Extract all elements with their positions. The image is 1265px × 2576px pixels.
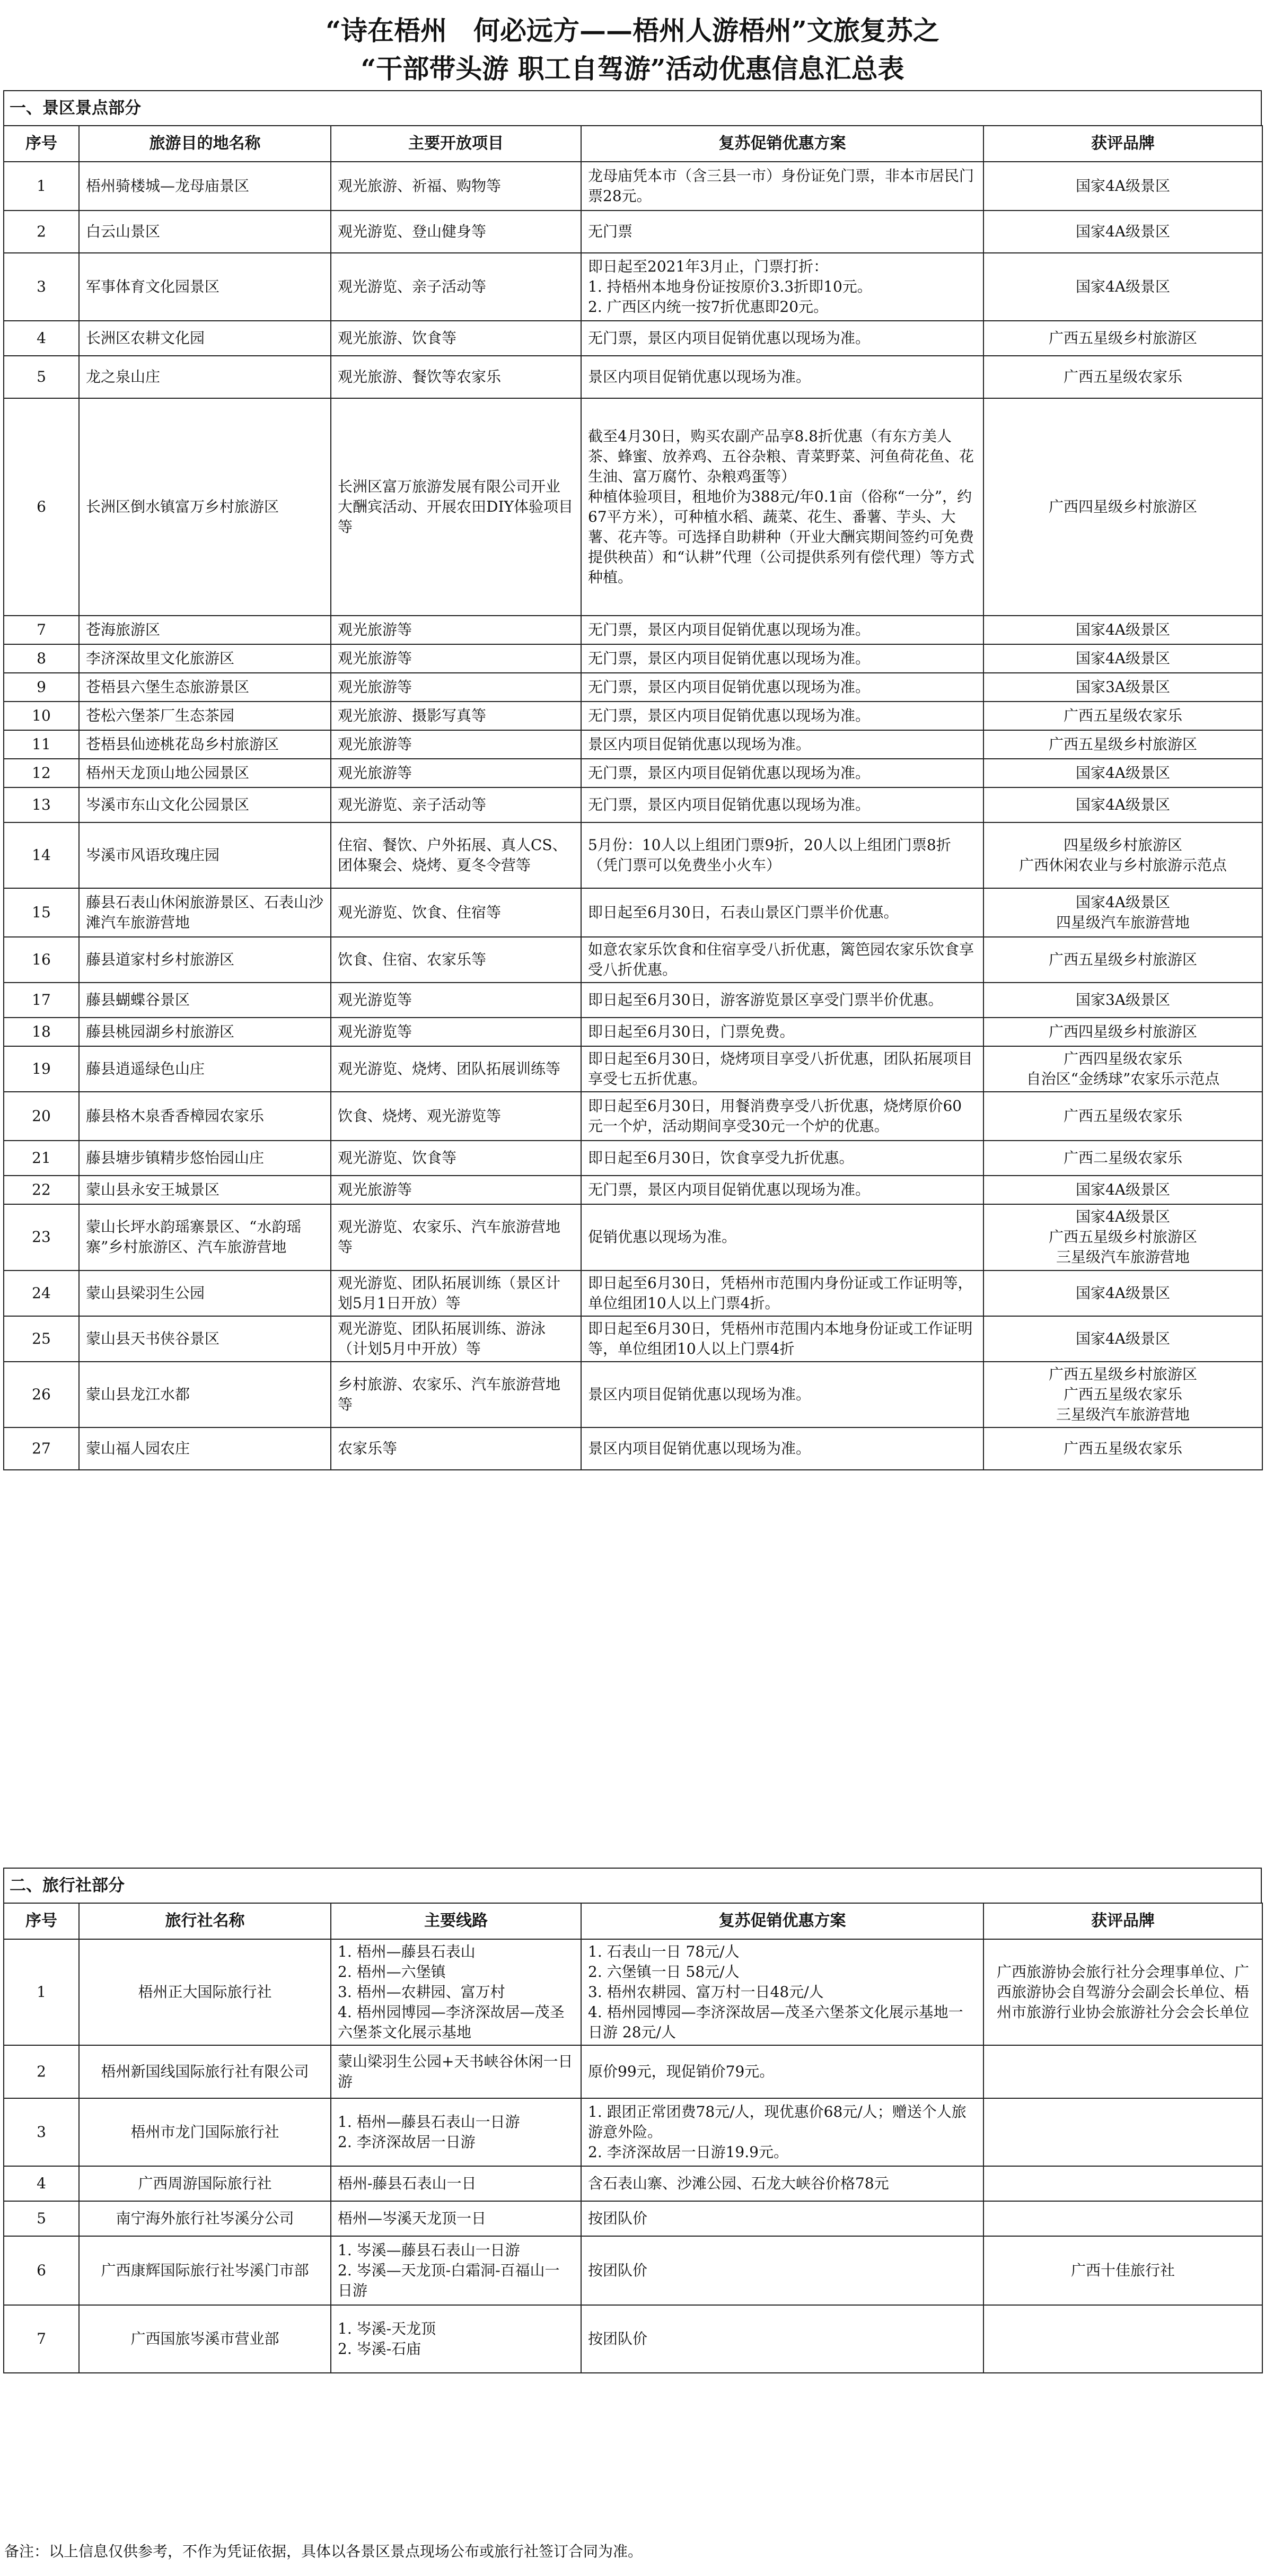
cell-discount: 按团队价 (581, 2305, 983, 2373)
cell-name: 藤县道家村乡村旅游区 (79, 937, 331, 983)
scenic-table-row (4, 822, 1262, 888)
cell-name: 蒙山县永安王城景区 (79, 1176, 331, 1204)
cell-name: 藤县石表山休闲旅游景区、石表山沙滩汽车旅游营地 (79, 888, 331, 937)
agency-table-row (4, 2166, 1262, 2201)
cell-no: 6 (4, 398, 79, 616)
cell-projects: 观光游览、农家乐、汽车旅游营地等 (331, 1204, 581, 1270)
scenic-table-row (4, 616, 1262, 644)
header-agency-name: 旅行社名称 (79, 1903, 331, 1939)
cell-discount: 即日起至6月30日，游客游览景区享受门票半价优惠。 (581, 983, 983, 1018)
cell-name: 苍梧县六堡生态旅游景区 (79, 673, 331, 702)
cell-discount: 景区内项目促销优惠以现场为准。 (581, 1427, 983, 1470)
scenic-table-row (4, 759, 1262, 787)
cell-name: 南宁海外旅行社岑溪分公司 (79, 2201, 331, 2236)
cell-projects: 观光游览、团队拓展训练、游泳（计划5月中开放）等 (331, 1316, 581, 1362)
cell-projects: 观光游览等 (331, 1018, 581, 1046)
cell-brand (983, 2098, 1262, 2166)
cell-name: 藤县蝴蝶谷景区 (79, 983, 331, 1018)
cell-brand: 国家4A级景区 (983, 253, 1262, 321)
cell-brand: 广西五星级农家乐 (983, 1427, 1262, 1470)
cell-projects: 观光游览等 (331, 983, 581, 1018)
cell-projects: 观光旅游、摄影写真等 (331, 702, 581, 730)
header-brand: 获评品牌 (983, 1903, 1262, 1939)
cell-brand: 国家4A级景区 (983, 1271, 1262, 1316)
cell-brand: 国家4A级景区 四星级汽车旅游营地 (983, 888, 1262, 937)
scenic-header-row (4, 126, 1262, 162)
scenic-table-row (4, 162, 1262, 211)
title-line-1: “诗在梧州 何必远方——梧州人游梧州”文旅复苏之 (326, 15, 939, 46)
agency-table-row (4, 2236, 1262, 2305)
cell-discount: 无门票，景区内项目促销优惠以现场为准。 (581, 759, 983, 787)
scenic-table-row (4, 673, 1262, 702)
cell-discount: 景区内项目促销优惠以现场为准。 (581, 356, 983, 398)
cell-brand: 国家3A级景区 (983, 983, 1262, 1018)
cell-projects: 饮食、烧烤、观光游览等 (331, 1092, 581, 1141)
cell-projects: 观光游览、登山健身等 (331, 211, 581, 253)
header-no: 序号 (4, 126, 79, 162)
cell-projects: 1. 梧州—藤县石表山一日游 2. 李济深故居一日游 (331, 2098, 581, 2166)
header-brand: 获评品牌 (983, 126, 1262, 162)
cell-brand: 广西旅游协会旅行社分会理事单位、广西旅游协会自驾游分会副会长单位、梧州市旅游行业协会旅游社分会会长单位 (983, 1939, 1262, 2045)
cell-no: 27 (4, 1427, 79, 1470)
cell-brand (983, 2166, 1262, 2201)
cell-projects: 长洲区富万旅游发展有限公司开业大酬宾活动、开展农田DIY体验项目等 (331, 398, 581, 616)
cell-no: 5 (4, 356, 79, 398)
cell-name: 广西国旅岑溪市营业部 (79, 2305, 331, 2373)
cell-discount: 即日起至6月30日，凭梧州市范围内身份证或工作证明等，单位组团10人以上门票4折。 (581, 1271, 983, 1316)
cell-projects: 观光旅游、餐饮等农家乐 (331, 356, 581, 398)
cell-discount: 即日起至2021年3月止，门票打折： 1. 持梧州本地身份证按原价3.3折即10元。 2. 广西区内统一按7折优惠即20元。 (581, 253, 983, 321)
footnote: 备注：以上信息仅供参考，不作为凭证依据，具体以各景区景点现场公布或旅行社签订合同为准。 (4, 2543, 643, 2560)
cell-no: 5 (4, 2201, 79, 2236)
cell-no: 20 (4, 1092, 79, 1141)
cell-name: 苍松六堡茶厂生态茶园 (79, 702, 331, 730)
cell-no: 21 (4, 1141, 79, 1176)
cell-no: 13 (4, 787, 79, 822)
cell-no: 23 (4, 1204, 79, 1270)
cell-brand: 四星级乡村旅游区 广西休闲农业与乡村旅游示范点 (983, 822, 1262, 888)
cell-projects: 观光旅游等 (331, 759, 581, 787)
cell-no: 26 (4, 1362, 79, 1427)
cell-discount: 景区内项目促销优惠以现场为准。 (581, 1362, 983, 1427)
cell-discount: 1. 石表山一日 78元/人 2. 六堡镇一日 58元/人 3. 梧州农耕园、富万村一日48元/人 4. 梧州园博园—李济深故居—茂圣六堡茶文化展示基地一日游 28元/人 (581, 1939, 983, 2045)
scenic-table-row (4, 983, 1262, 1018)
cell-discount: 无门票，景区内项目促销优惠以现场为准。 (581, 702, 983, 730)
cell-discount: 龙母庙凭本市（含三县一市）身份证免门票，非本市居民门票28元。 (581, 162, 983, 211)
cell-brand: 国家4A级景区 (983, 787, 1262, 822)
agency-header-row (4, 1903, 1262, 1939)
cell-brand: 广西五星级农家乐 (983, 702, 1262, 730)
cell-brand: 国家4A级景区 广西五星级乡村旅游区 三星级汽车旅游营地 (983, 1204, 1262, 1270)
scenic-table-row (4, 1362, 1262, 1427)
agency-table-row (4, 2305, 1262, 2373)
cell-no: 16 (4, 937, 79, 983)
scenic-table-row (4, 1018, 1262, 1046)
cell-discount: 无门票，景区内项目促销优惠以现场为准。 (581, 673, 983, 702)
scenic-table-row (4, 1316, 1262, 1362)
cell-name: 广西周游国际旅行社 (79, 2166, 331, 2201)
cell-discount: 无门票，景区内项目促销优惠以现场为准。 (581, 321, 983, 356)
cell-name: 长洲区农耕文化园 (79, 321, 331, 356)
cell-no: 4 (4, 321, 79, 356)
cell-discount: 无门票，景区内项目促销优惠以现场为准。 (581, 1176, 983, 1204)
cell-no: 15 (4, 888, 79, 937)
cell-name: 白云山景区 (79, 211, 331, 253)
cell-name: 长洲区倒水镇富万乡村旅游区 (79, 398, 331, 616)
cell-brand: 国家4A级景区 (983, 1316, 1262, 1362)
cell-no: 10 (4, 702, 79, 730)
cell-brand: 广西五星级农家乐 (983, 1092, 1262, 1141)
agency-table-row (4, 2045, 1262, 2098)
cell-projects: 观光旅游等 (331, 1176, 581, 1204)
agency-table-row (4, 2201, 1262, 2236)
cell-brand: 国家4A级景区 (983, 644, 1262, 673)
cell-no: 12 (4, 759, 79, 787)
cell-projects: 1. 梧州—藤县石表山 2. 梧州—六堡镇 3. 梧州—农耕园、富万村 4. 梧州园博园—李济深故居—茂圣六堡茶文化展示基地 (331, 1939, 581, 2045)
section-scenic-heading: 一、景区景点部分 (3, 90, 1262, 126)
cell-no: 6 (4, 2236, 79, 2305)
scenic-table-row (4, 1271, 1262, 1316)
cell-discount: 即日起至6月30日，用餐消费享受八折优惠，烧烤原价60元一个炉，活动期间享受30元一个炉的优惠。 (581, 1092, 983, 1141)
cell-brand: 广西五星级乡村旅游区 广西五星级农家乐 三星级汽车旅游营地 (983, 1362, 1262, 1427)
scenic-table-row (4, 356, 1262, 398)
cell-brand: 广西二星级农家乐 (983, 1141, 1262, 1176)
cell-name: 蒙山长坪水韵瑶寨景区、“水韵瑶寨”乡村旅游区、汽车旅游营地 (79, 1204, 331, 1270)
cell-projects: 观光游览、亲子活动等 (331, 253, 581, 321)
cell-brand (983, 2045, 1262, 2098)
cell-name: 梧州正大国际旅行社 (79, 1939, 331, 2045)
cell-name: 梧州市龙门国际旅行社 (79, 2098, 331, 2166)
cell-discount: 1. 跟团正常团费78元/人，现优惠价68元/人；赠送个人旅游意外险。 2. 李济深故居一日游19.9元。 (581, 2098, 983, 2166)
cell-no: 7 (4, 2305, 79, 2373)
cell-discount: 即日起至6月30日，烧烤项目享受八折优惠，团队拓展项目享受七五折优惠。 (581, 1046, 983, 1092)
header-destination: 旅游目的地名称 (79, 126, 331, 162)
cell-name: 藤县格木泉香香樟园农家乐 (79, 1092, 331, 1141)
cell-name: 军事体育文化园景区 (79, 253, 331, 321)
cell-projects: 观光游览、饮食等 (331, 1141, 581, 1176)
cell-no: 9 (4, 673, 79, 702)
cell-name: 李济深故里文化旅游区 (79, 644, 331, 673)
scenic-table-row (4, 1427, 1262, 1470)
cell-name: 苍梧县仙迹桃花岛乡村旅游区 (79, 730, 331, 759)
cell-projects: 梧州-藤县石表山一日 (331, 2166, 581, 2201)
scenic-table (3, 125, 1263, 1470)
page-title (0, 12, 1265, 88)
scenic-table-row (4, 1092, 1262, 1141)
cell-name: 龙之泉山庄 (79, 356, 331, 398)
cell-brand: 国家4A级景区 (983, 211, 1262, 253)
cell-no: 17 (4, 983, 79, 1018)
cell-name: 蒙山县龙江水都 (79, 1362, 331, 1427)
agency-table (3, 1903, 1263, 2373)
header-routes: 主要线路 (331, 1903, 581, 1939)
cell-projects: 观光游览、烧烤、团队拓展训练等 (331, 1046, 581, 1092)
cell-brand: 广西四星级农家乐 自治区“金绣球”农家乐示范点 (983, 1046, 1262, 1092)
cell-projects: 1. 岑溪—藤县石表山一日游 2. 岑溪—天龙顶-白霜洞-百福山一日游 (331, 2236, 581, 2305)
cell-projects: 饮食、住宿、农家乐等 (331, 937, 581, 983)
cell-projects: 观光游览、团队拓展训练（景区计划5月1日开放）等 (331, 1271, 581, 1316)
cell-discount: 无门票，景区内项目促销优惠以现场为准。 (581, 616, 983, 644)
header-projects: 主要开放项目 (331, 126, 581, 162)
cell-discount: 无门票 (581, 211, 983, 253)
cell-no: 11 (4, 730, 79, 759)
cell-projects: 蒙山梁羽生公园+天书峡谷休闲一日游 (331, 2045, 581, 2098)
cell-brand: 广西五星级乡村旅游区 (983, 321, 1262, 356)
cell-brand: 国家3A级景区 (983, 673, 1262, 702)
scenic-table-row (4, 888, 1262, 937)
cell-projects: 观光旅游等 (331, 730, 581, 759)
cell-discount: 5月份：10人以上组团门票9折，20人以上组团门票8折（凭门票可以免费坐小火车） (581, 822, 983, 888)
cell-no: 2 (4, 211, 79, 253)
cell-no: 8 (4, 644, 79, 673)
scenic-table-row (4, 253, 1262, 321)
cell-name: 梧州骑楼城—龙母庙景区 (79, 162, 331, 211)
cell-name: 蒙山县梁羽生公园 (79, 1271, 331, 1316)
cell-name: 苍海旅游区 (79, 616, 331, 644)
scenic-table-row (4, 1176, 1262, 1204)
cell-projects: 梧州—岑溪天龙顶一日 (331, 2201, 581, 2236)
cell-discount: 含石表山寨、沙滩公园、石龙大峡谷价格78元 (581, 2166, 983, 2201)
cell-brand: 广西五星级农家乐 (983, 356, 1262, 398)
cell-name: 岑溪市风语玫瑰庄园 (79, 822, 331, 888)
cell-no: 2 (4, 2045, 79, 2098)
scenic-table-row (4, 321, 1262, 356)
cell-discount: 即日起至6月30日，门票免费。 (581, 1018, 983, 1046)
cell-brand (983, 2305, 1262, 2373)
cell-projects: 观光旅游、饮食等 (331, 321, 581, 356)
cell-discount: 即日起至6月30日，饮食享受九折优惠。 (581, 1141, 983, 1176)
agency-table-row (4, 1939, 1262, 2045)
scenic-table-row (4, 702, 1262, 730)
cell-projects: 观光游览、饮食、住宿等 (331, 888, 581, 937)
scenic-table-row (4, 1046, 1262, 1092)
header-discount: 复苏促销优惠方案 (581, 1903, 983, 1939)
cell-no: 22 (4, 1176, 79, 1204)
cell-name: 梧州天龙顶山地公园景区 (79, 759, 331, 787)
cell-projects: 观光旅游等 (331, 673, 581, 702)
cell-no: 1 (4, 1939, 79, 2045)
cell-brand: 广西四星级乡村旅游区 (983, 1018, 1262, 1046)
cell-no: 4 (4, 2166, 79, 2201)
cell-no: 14 (4, 822, 79, 888)
cell-brand: 广西五星级乡村旅游区 (983, 730, 1262, 759)
cell-discount: 促销优惠以现场为准。 (581, 1204, 983, 1270)
cell-discount: 景区内项目促销优惠以现场为准。 (581, 730, 983, 759)
cell-discount: 无门票，景区内项目促销优惠以现场为准。 (581, 787, 983, 822)
cell-projects: 观光旅游等 (331, 644, 581, 673)
cell-discount: 按团队价 (581, 2201, 983, 2236)
scenic-table-row (4, 787, 1262, 822)
cell-no: 3 (4, 2098, 79, 2166)
cell-name: 蒙山县天书侠谷景区 (79, 1316, 331, 1362)
cell-brand: 国家4A级景区 (983, 162, 1262, 211)
cell-no: 24 (4, 1271, 79, 1316)
cell-projects: 观光旅游、祈福、购物等 (331, 162, 581, 211)
cell-discount: 原价99元，现促销价79元。 (581, 2045, 983, 2098)
cell-name: 梧州新国线国际旅行社有限公司 (79, 2045, 331, 2098)
scenic-table-row (4, 937, 1262, 983)
scenic-table-row (4, 398, 1262, 616)
cell-discount: 按团队价 (581, 2236, 983, 2305)
cell-projects: 乡村旅游、农家乐、汽车旅游营地等 (331, 1362, 581, 1427)
cell-brand (983, 2201, 1262, 2236)
cell-discount: 无门票，景区内项目促销优惠以现场为准。 (581, 644, 983, 673)
cell-brand: 国家4A级景区 (983, 1176, 1262, 1204)
cell-discount: 即日起至6月30日，凭梧州市范围内本地身份证或工作证明等，单位组团10人以上门票4折 (581, 1316, 983, 1362)
cell-brand: 广西四星级乡村旅游区 (983, 398, 1262, 616)
scenic-table-row (4, 1141, 1262, 1176)
cell-brand: 广西十佳旅行社 (983, 2236, 1262, 2305)
cell-no: 3 (4, 253, 79, 321)
cell-projects: 住宿、餐饮、户外拓展、真人CS、团体聚会、烧烤、夏冬令营等 (331, 822, 581, 888)
cell-projects: 1. 岑溪-天龙顶 2. 岑溪-石庙 (331, 2305, 581, 2373)
cell-brand: 国家4A级景区 (983, 616, 1262, 644)
cell-brand: 广西五星级乡村旅游区 (983, 937, 1262, 983)
cell-discount: 如意农家乐饮食和住宿享受八折优惠，篱笆园农家乐饮食享受八折优惠。 (581, 937, 983, 983)
cell-no: 1 (4, 162, 79, 211)
cell-projects: 观光游览、亲子活动等 (331, 787, 581, 822)
title-line-2: “干部带头游 职工自驾游”活动优惠信息汇总表 (361, 53, 904, 84)
agency-table-row (4, 2098, 1262, 2166)
cell-no: 18 (4, 1018, 79, 1046)
cell-projects: 观光旅游等 (331, 616, 581, 644)
cell-name: 广西康辉国际旅行社岑溪门市部 (79, 2236, 331, 2305)
cell-name: 岑溪市东山文化公园景区 (79, 787, 331, 822)
cell-name: 藤县塘步镇精步悠怡园山庄 (79, 1141, 331, 1176)
cell-name: 藤县桃园湖乡村旅游区 (79, 1018, 331, 1046)
cell-no: 19 (4, 1046, 79, 1092)
cell-brand: 国家4A级景区 (983, 759, 1262, 787)
cell-no: 7 (4, 616, 79, 644)
cell-name: 藤县逍遥绿色山庄 (79, 1046, 331, 1092)
cell-no: 25 (4, 1316, 79, 1362)
cell-name: 蒙山福人园农庄 (79, 1427, 331, 1470)
header-no: 序号 (4, 1903, 79, 1939)
cell-discount: 即日起至6月30日，石表山景区门票半价优惠。 (581, 888, 983, 937)
cell-discount: 截至4月30日，购买农副产品享8.8折优惠（有东方美人茶、蜂蜜、放养鸡、五谷杂粮、青菜野菜、河鱼荷花鱼、花生油、富万腐竹、杂粮鸡蛋等） 种植体验项目，租地价为388元/年0.1亩（俗称“一分”，约67平方米），可种植水稻、蔬菜、花生、番薯、芋头、大薯、花卉等。可选择自助耕种（开业大酬宾期间签约可免费提供秧苗）和“认耕”代理（公司提供系列有偿代理）等方式种植。 (581, 398, 983, 616)
section-agency-heading: 二、旅行社部分 (3, 1868, 1262, 1904)
scenic-table-row (4, 211, 1262, 253)
scenic-table-row (4, 644, 1262, 673)
scenic-table-row (4, 730, 1262, 759)
header-discount: 复苏促销优惠方案 (581, 126, 983, 162)
scenic-table-row (4, 1204, 1262, 1270)
cell-projects: 农家乐等 (331, 1427, 581, 1470)
